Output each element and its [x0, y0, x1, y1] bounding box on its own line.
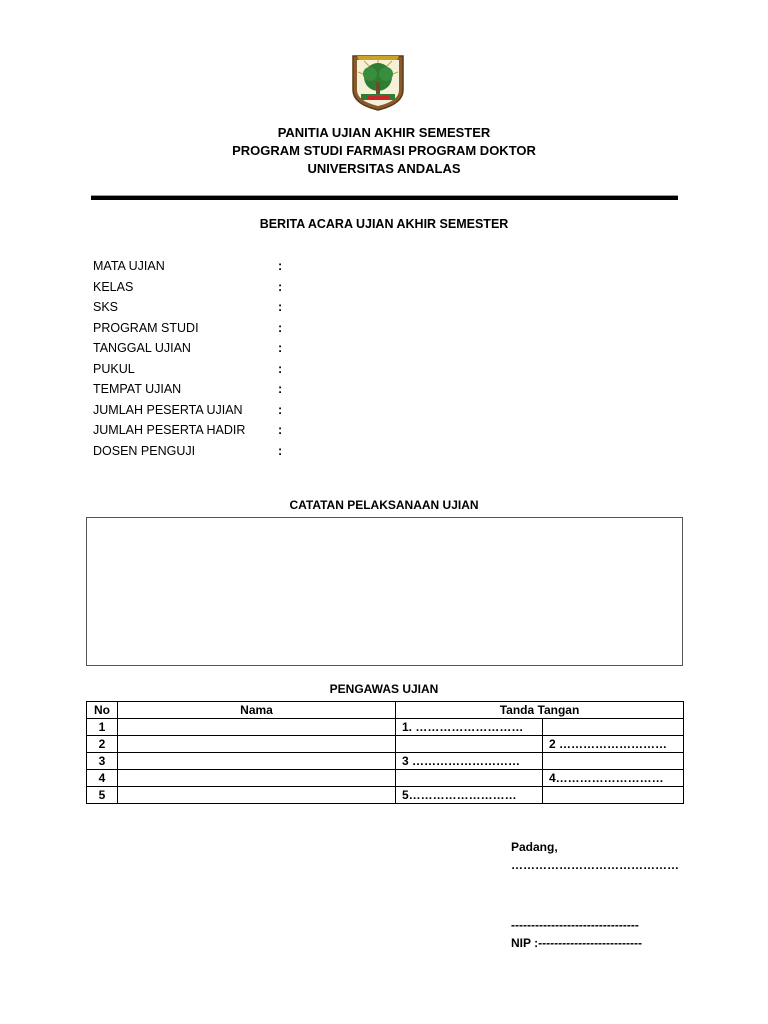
- header-line-program: PROGRAM STUDI FARMASI PROGRAM DOKTOR: [232, 143, 536, 158]
- column-header-no: No: [87, 702, 118, 719]
- signature-cell-right[interactable]: [543, 753, 684, 770]
- signature-cell-left[interactable]: [396, 736, 543, 753]
- field-label: JUMLAH PESERTA HADIR: [93, 423, 246, 437]
- proctor-table: [86, 701, 684, 804]
- row-number: 3: [87, 753, 118, 770]
- field-separator: :: [278, 361, 283, 376]
- signoff-date-line[interactable]: ……………………………………: [511, 858, 679, 872]
- field-separator: :: [278, 300, 283, 314]
- signoff-block: [511, 840, 679, 950]
- institution-header: [0, 124, 768, 178]
- field-label: TANGGAL UJIAN: [93, 341, 191, 355]
- field-label: KELAS: [93, 279, 134, 294]
- signature-cell-right[interactable]: 4………………………: [543, 770, 684, 787]
- field-label: PROGRAM STUDI: [93, 320, 199, 335]
- table-row: [87, 770, 684, 787]
- signature-cell-right[interactable]: 2 ………………………: [543, 736, 684, 753]
- field-label: MATA UJIAN: [93, 259, 165, 273]
- proctor-name-cell[interactable]: [118, 719, 396, 736]
- field-label: SKS: [93, 300, 119, 314]
- row-number: 1: [87, 719, 118, 736]
- field-label: PUKUL: [93, 361, 135, 376]
- proctor-section-title: PENGAWAS UJIAN: [329, 682, 439, 696]
- signoff-nip[interactable]: NIP :--------------------------: [511, 936, 643, 950]
- signature-cell-left[interactable]: 3 ………………………: [396, 753, 543, 770]
- proctor-name-cell[interactable]: [118, 770, 396, 787]
- signature-cell-left[interactable]: 5………………………: [396, 787, 543, 804]
- document-title: BERITA ACARA UJIAN AKHIR SEMESTER: [259, 217, 509, 231]
- row-number: 4: [87, 770, 118, 787]
- table-header-row: [87, 702, 684, 719]
- row-number: 5: [87, 787, 118, 804]
- header-line-university: UNIVERSITAS ANDALAS: [307, 161, 461, 176]
- header-line-committee: PANITIA UJIAN AKHIR SEMESTER: [277, 125, 491, 140]
- proctor-name-cell[interactable]: [118, 736, 396, 753]
- notes-title: CATATAN PELAKSANAAN UJIAN: [289, 498, 479, 512]
- proctor-name-cell[interactable]: [118, 753, 396, 770]
- table-row: [87, 753, 684, 770]
- field-label: JUMLAH PESERTA UJIAN: [93, 402, 243, 417]
- field-separator: :: [278, 341, 283, 355]
- table-row: [87, 787, 684, 804]
- signature-cell-right[interactable]: [543, 787, 684, 804]
- university-logo: [349, 50, 407, 112]
- field-separator: :: [278, 443, 283, 458]
- field-separator: :: [278, 402, 283, 417]
- signature-cell-left[interactable]: [396, 770, 543, 787]
- signature-cell-left[interactable]: 1. ………………………: [396, 719, 543, 736]
- field-label: TEMPAT UJIAN: [93, 382, 182, 396]
- row-number: 2: [87, 736, 118, 753]
- field-separator: :: [278, 320, 283, 335]
- notes-box[interactable]: [86, 517, 683, 666]
- table-row: [87, 719, 684, 736]
- signoff-signature-line[interactable]: --------------------------------: [511, 918, 639, 932]
- field-label: DOSEN PENGUJI: [93, 443, 196, 458]
- field-separator: :: [278, 279, 283, 294]
- field-separator: :: [278, 259, 283, 273]
- field-separator: :: [278, 423, 283, 437]
- header-divider: [91, 195, 678, 200]
- field-separator: :: [278, 382, 283, 396]
- column-header-name: Nama: [118, 702, 396, 719]
- table-row: [87, 736, 684, 753]
- column-header-signature: Tanda Tangan: [396, 702, 684, 719]
- proctor-name-cell[interactable]: [118, 787, 396, 804]
- signoff-place: Padang,: [511, 840, 558, 854]
- signature-cell-right[interactable]: [543, 719, 684, 736]
